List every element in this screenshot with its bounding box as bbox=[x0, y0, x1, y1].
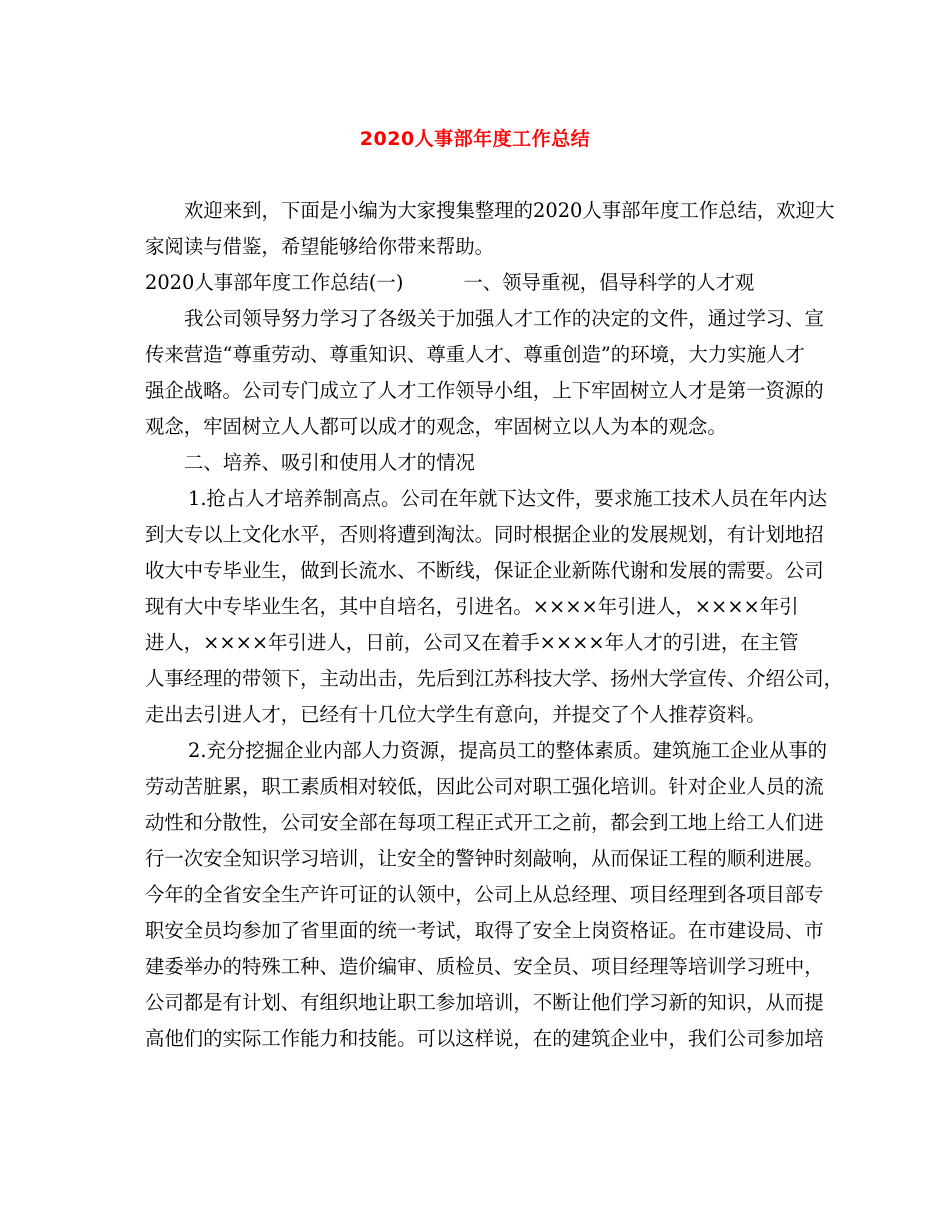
text-line: 高他们的实际工作能力和技能。可以这样说，在的建筑企业中，我们公司参加培 bbox=[145, 1027, 824, 1050]
text-line: 1.抢占人才培养制高点。公司在年就下达文件，要求施工技术人员在年内达 bbox=[188, 487, 827, 510]
text-line: 公司都是有计划、有组织地让职工参加培训，不断让他们学习新的知识，从而提 bbox=[145, 991, 824, 1014]
text-line: 职安全员均参加了省里面的统一考试，取得了安全上岗资格证。在市建设局、市 bbox=[145, 919, 824, 942]
section-subtitle: 一、领导重视，倡导科学的人才观 bbox=[463, 271, 755, 294]
text-line: 家阅读与借鉴，希望能够给你带来帮助。 bbox=[145, 235, 495, 258]
section-title: 2020人事部年度工作总结(一) bbox=[145, 271, 404, 294]
text-line: 劳动苦脏累，职工素质相对较低，因此公司对职工强化培训。针对企业人员的流 bbox=[145, 775, 824, 798]
text-line: 到大专以上文化水平，否则将遭到淘汰。同时根据企业的发展规划，有计划地招 bbox=[145, 523, 824, 546]
section-heading-line bbox=[145, 265, 811, 301]
document-title: 2020人事部年度工作总结 bbox=[359, 128, 591, 150]
text-line: 传来营造“尊重劳动、尊重知识、尊重人才、尊重创造”的环境，大力实施人才 bbox=[145, 343, 805, 366]
text-line: 走出去引进人才，已经有十几位大学生有意向，并提交了个人推荐资料。 bbox=[145, 703, 766, 726]
text-line: 欢迎来到，下面是小编为大家搜集整理的2020人事部年度工作总结，欢迎大 bbox=[184, 199, 835, 222]
text-line: 行一次安全知识学习培训，让安全的警钟时刻敲响，从而保证工程的顺利进展。 bbox=[145, 847, 824, 870]
text-line: 动性和分散性，公司安全部在每项工程正式开工之前，都会到工地上给工人们进 bbox=[145, 811, 824, 834]
text-line: 我公司领导努力学习了各级关于加强人才工作的决定的文件，通过学习、宣 bbox=[184, 307, 824, 330]
text-line: 强企战略。公司专门成立了人才工作领导小组，上下牢固树立人才是第一资源的 bbox=[145, 379, 824, 402]
text-line: 建委举办的特殊工种、造价编审、质检员、安全员、项目经理等培训学习班中， bbox=[145, 955, 824, 978]
text-line: 人事经理的带领下，主动出击，先后到江苏科技大学、扬州大学宣传、介绍公司， bbox=[145, 667, 844, 690]
text-line: 现有大中专毕业生名，其中自培名，引进名。××××年引进人，××××年引 bbox=[145, 595, 799, 618]
text-line: 今年的全省安全生产许可证的认领中，公司上从总经理、项目经理到各项目部专 bbox=[145, 883, 824, 906]
text-line: 2.充分挖掘企业内部人力资源，提高员工的整体素质。建筑施工企业从事的 bbox=[188, 739, 827, 762]
text-line: 进人，××××年引进人，日前，公司又在着手××××年人才的引进，在主管 bbox=[145, 631, 799, 654]
subheading-line: 二、培养、吸引和使用人才的情况 bbox=[184, 451, 475, 474]
text-line: 收大中专毕业生，做到长流水、不断线，保证企业新陈代谢和发展的需要。公司 bbox=[145, 559, 824, 582]
document-body bbox=[145, 193, 844, 1057]
text-line: 观念，牢固树立人人都可以成才的观念，牢固树立以人为本的观念。 bbox=[145, 415, 727, 438]
